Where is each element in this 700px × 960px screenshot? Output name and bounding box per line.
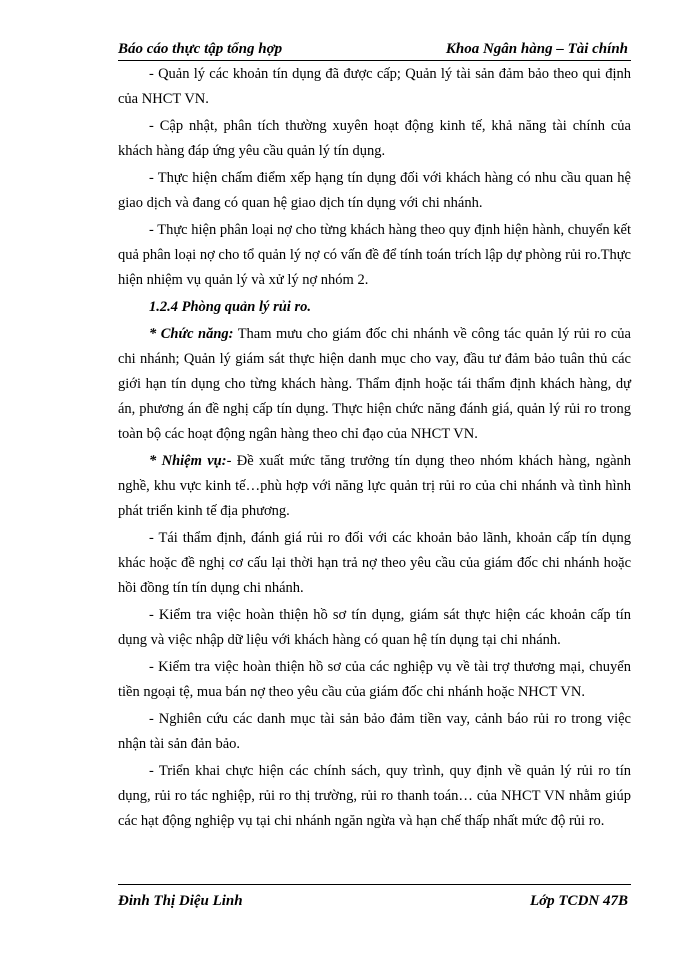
list-item: - Triển khai chực hiện các chính sách, quy trình, quy định về quản lý rủi ro tín dụng, rủi ro tác nghiệp, rủi ro thị trường, rủi ro thanh toán… của NHCT VN nhằm giúp các hạt động nghiệp vụ tại chi nhánh ngăn ngừa và hạn chế thấp nhất mức độ rủi ro.: [118, 763, 631, 829]
header-faculty: Khoa Ngân hàng – Tài chính: [445, 41, 628, 57]
document-body: [118, 62, 631, 836]
paragraph: - Cập nhật, phân tích thường xuyên hoạt động kinh tế, khả năng tài chính của khách hàng đáp ứng yêu cầu quản lý tín dụng.: [118, 118, 631, 159]
footer-class: Lớp TCDN 47B: [529, 893, 628, 909]
list-item: - Kiểm tra việc hoàn thiện hồ sơ của các nghiệp vụ về tài trợ thương mại, chuyển tiền ngoại tệ, mua bán nợ theo yêu cầu của giám đốc chi nhánh hoặc NHCT VN.: [118, 659, 631, 700]
paragraph: - Thực hiện phân loại nợ cho từng khách hàng theo quy định hiện hành, chuyển kết quả phân loại nợ cho tổ quản lý nợ có vấn đề để tính toán trích lập dự phòng rủi ro.Thực hiện nhiệm vụ quản lý và xử lý nợ nhóm 2.: [118, 222, 631, 288]
paragraph: - Quản lý các khoản tín dụng đã được cấp; Quản lý tài sản đảm bảo theo qui định của NHCT VN.: [118, 66, 631, 107]
page-header: [118, 38, 631, 61]
function-text: Tham mưu cho giám đốc chi nhánh về công tác quản lý rủi ro của chi nhánh; Quản lý giám sát thực hiện danh mục cho vay, đầu tư đảm bảo tuân thủ các giới hạn tín dụng cho từng khách hàng. Thẩm định hoặc tái thẩm định khách hàng, dự án, phương án đề nghị cấp tín dụng. Thực hiện chức năng đánh giá, quản lý rủi ro trong toàn bộ các hoạt động ngân hàng theo chỉ đạo của NHCT VN.: [118, 326, 631, 442]
list-item: - Tái thẩm định, đánh giá rủi ro đối với các khoản bảo lãnh, khoản cấp tín dụng khác hoặc đề nghị cơ cấu lại thời hạn trả nợ theo yêu cầu của giám đốc chi nhánh hoặc hồi đồng tín tín dụng chi nhánh.: [118, 530, 631, 596]
task-text: - Đề xuất mức tăng trưởng tín dụng theo nhóm khách hàng, ngành nghề, khu vực kinh tế…phù hợp với năng lực quản trị rủi ro của chi nhánh và tình hình phát triển kinh tế địa phương.: [118, 453, 632, 519]
section-heading: 1.2.4 Phòng quản lý rủi ro.: [149, 299, 311, 315]
task-label: * Nhiệm vụ:: [149, 453, 227, 469]
page-footer: [118, 884, 631, 915]
header-report-title: Báo cáo thực tập tổng hợp: [118, 41, 283, 57]
footer-author: Đinh Thị Diệu Linh: [118, 893, 243, 909]
list-item: - Kiểm tra việc hoàn thiện hồ sơ tín dụng, giám sát thực hiện các khoản cấp tín dụng và việc nhập dữ liệu với khách hàng có quan hệ tín dụng tại chi nhánh.: [118, 607, 631, 648]
paragraph: - Thực hiện chấm điểm xếp hạng tín dụng đối với khách hàng có nhu cầu quan hệ giao dịch và đang có quan hệ giao dịch tín dụng với chi nhánh.: [118, 170, 631, 211]
function-label: * Chức năng:: [149, 326, 234, 342]
function-paragraph: [118, 322, 631, 447]
list-item: - Nghiên cứu các danh mục tài sản bảo đảm tiền vay, cảnh báo rủi ro trong việc nhận tài sản đản bảo.: [118, 711, 631, 752]
task-paragraph: [118, 449, 631, 524]
